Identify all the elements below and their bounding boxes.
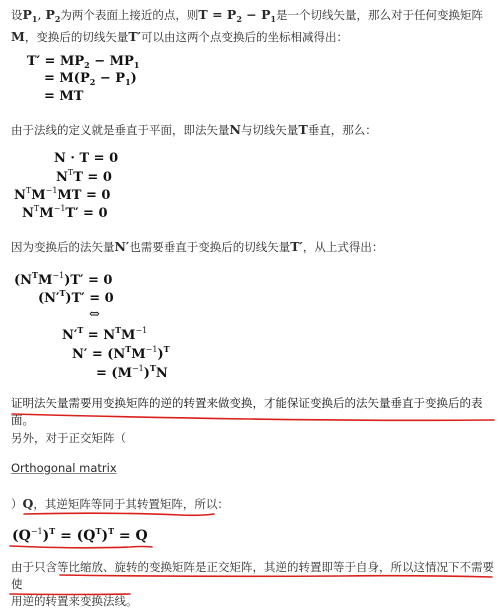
intro-text-4: ，变换后的切线矢量 (24, 30, 129, 44)
intro-text-3: 是一个切线矢量，那么对于任何变换矩阵 (276, 8, 484, 22)
intro-paragraph: 设$P_1$, $P_2$为两个表面上接近的点，则$T = P_2 - P_1$是一个切线矢量，那么对于任何变换矩阵M，变换后的切线矢量T′可以由这两个点变换后的坐标相减得出： (11, 7, 484, 44)
conclusion-text: 证明法矢量需要用变换矩阵的逆的转置来做变换，才能保证变换后的法矢量垂直于变换后的表面。 (11, 396, 483, 427)
eq2-row2: $N^TT = 0$ (56, 168, 112, 185)
eq4-underline (10, 546, 152, 548)
var-t-prime-2: T′ (290, 239, 303, 254)
eq3-row2: $(N'^T)T' = 0$ (38, 288, 114, 306)
eq1-row3: = MT (44, 89, 84, 104)
var-p2: $P_2$ (45, 7, 61, 24)
var-q: Q (22, 496, 34, 511)
normal-def-paragraph: 由于法线的定义就是垂直于平面，即法矢量N与切线矢量T垂直，那么： (11, 122, 377, 137)
orthogonal-property-paragraph: ）Q，其逆矩阵等同于其转置矩阵，所以： (11, 496, 229, 511)
eq1-row2: = $M(P_2 - P_1)$ (44, 71, 137, 87)
intro-text-5: 可以由这两个点变换后的坐标相减得出： (140, 30, 348, 44)
eq1-row1: $T' = MP_2 - MP_1$ (26, 54, 140, 70)
eq3-row3: $N'^T = N^TM^{-1}$ (62, 325, 148, 343)
var-m: M (11, 29, 25, 44)
q-property-underline (24, 513, 214, 515)
intro-text-1: 设 (11, 8, 23, 22)
eq3-row1: $(N^TM^{-1})T' = 0$ (14, 270, 113, 288)
tangent-def: $T = P_2 - P_1$ (198, 7, 277, 24)
var-t: T (298, 122, 308, 137)
var-n-prime: N′ (114, 239, 130, 254)
orthogonal-intro: 另外，对于正交矩阵（ (11, 431, 126, 445)
var-n: N (229, 122, 241, 137)
eq4-orthogonal: $(Q^{-1})^T = (Q^T)^T = Q$ (12, 526, 148, 544)
eq3-iff: ⇔ (89, 307, 100, 322)
eq3-row5: = $(M^{-1})^TN$ (96, 363, 168, 381)
intro-text-2: 为两个表面上接近的点，则 (60, 8, 199, 22)
eq2-row3: $N^TM^{-1}MT = 0$ (14, 186, 111, 203)
eq2-row4: $N^TM^{-1}T' = 0$ (22, 204, 108, 221)
eq3-row4: $N' = (N^TM^{-1})^T$ (72, 344, 170, 362)
eq2-row1: N · T = 0 (54, 151, 119, 166)
transformed-normal-paragraph: 因为变换后的法矢量N′也需要垂直于变换后的切线矢量T′，从上式得出： (11, 239, 384, 254)
orthogonal-matrix-link[interactable]: Orthogonal matrix (11, 461, 117, 475)
var-p1: $P_1$ (22, 7, 38, 24)
var-t-prime: T′ (128, 29, 141, 44)
final-paragraph (11, 559, 496, 610)
final-line-2: 用逆的转置来变换法线。 (11, 594, 138, 608)
final-line-1: 由于只含等比缩放、旋转的变换矩阵是正交矩阵，其逆的转置即等于自身，所以这情况下不需要使 (11, 560, 494, 591)
